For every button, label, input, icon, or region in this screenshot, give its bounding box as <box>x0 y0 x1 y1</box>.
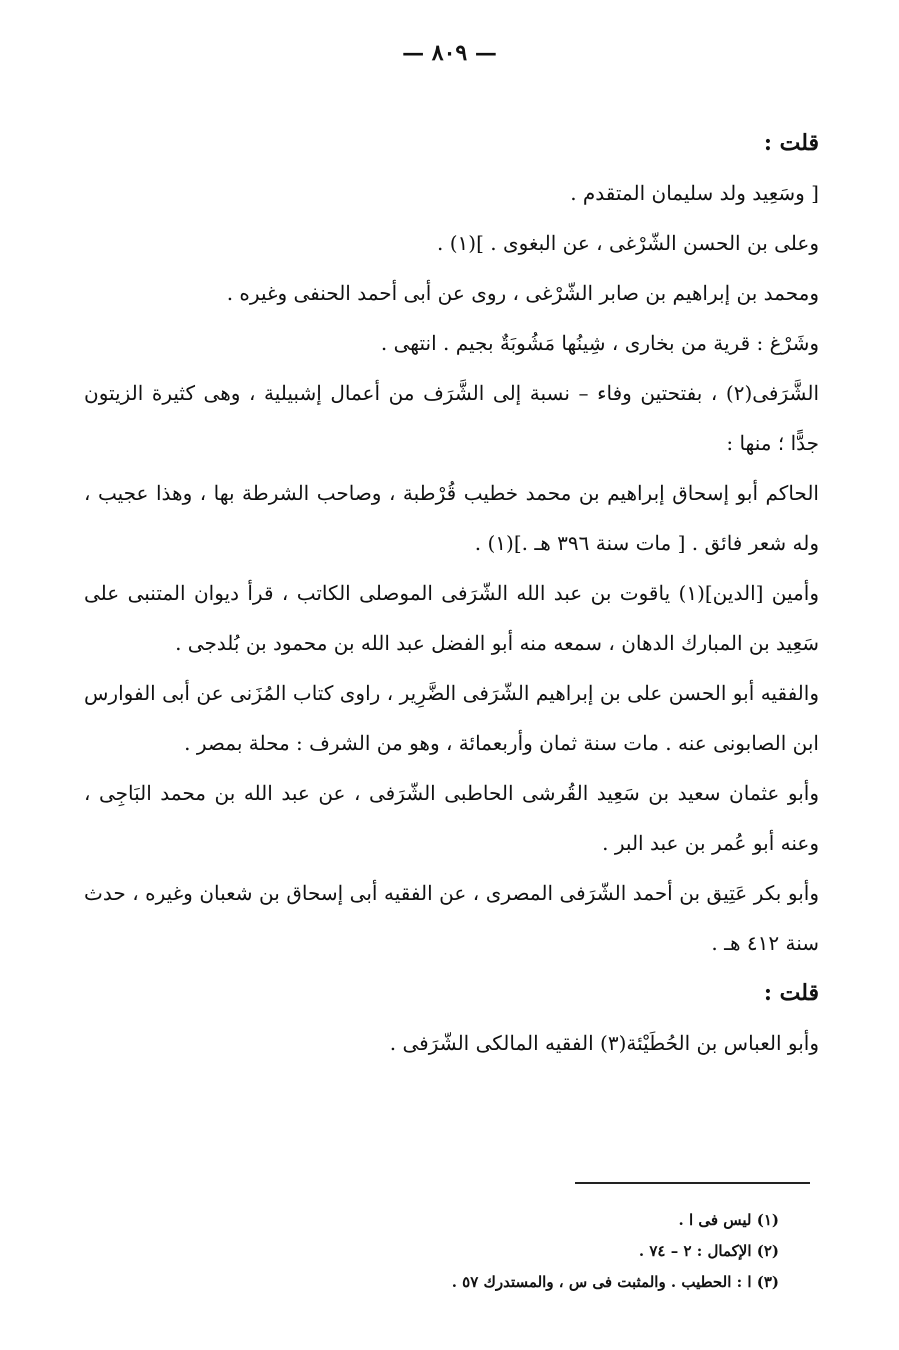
text-line: وشَرْغ : قرية من بخارى ، شِينُها مَشُوبَةٌ بجيم . انتهى . <box>380 331 819 355</box>
text-line: وعلى بن الحسن الشّرْغى ، عن البغوى . ](١) . <box>437 231 819 255</box>
heading-qult: قلت : <box>763 130 819 156</box>
main-text <box>84 118 819 1068</box>
text-line: الحاكم أبو إسحاق إبراهيم بن محمد خطيب قُرْطبة ، وصاحب الشرطة بها ، وهذا عجيب ، وله شعر فائق . [ مات سنة ٣٩٦ هـ .](١) . <box>84 481 819 555</box>
text-line: الشَّرَفى(٢) ، بفتحتين وفاء – نسبة إلى الشَّرَف من أعمال إشبيلية ، وهى كثيرة الزيتون جدًّا ؛ منها : <box>84 381 819 455</box>
text-line: ومحمد بن إبراهيم بن صابر الشّرْغى ، روى عن أبى أحمد الحنفى وغيره . <box>226 281 819 305</box>
page-number: — ٨٠٩ — <box>402 40 497 66</box>
text-line: وأبو العباس بن الحُطَيْئة(٣) الفقيه المالكى الشّرَفى . <box>389 1031 819 1055</box>
text-line: وأبو بكر عَتِيق بن أحمد الشّرَفى المصرى ، عن الفقيه أبى إسحاق بن شعبان وغيره ، حدث سنة ٤١٢ هـ . <box>84 881 819 955</box>
footnotes <box>279 1205 779 1298</box>
heading-qult: قلت : <box>763 980 819 1006</box>
text-line: [ وسَعِيد ولد سليمان المتقدم . <box>570 181 819 205</box>
footnote: (٣) ا : الحطيب . والمثبت فى س ، والمستدرك ٥٧ . <box>451 1273 779 1291</box>
footnote: (٢) الإكمال : ٢ – ٧٤ . <box>638 1242 779 1260</box>
text-line: والفقيه أبو الحسن على بن إبراهيم الشّرَفى الضَّرِير ، راوى كتاب المُزَنى عن أبى الفوارس ابن الصابونى عنه . مات سنة ثمان وأربعمائة ، وهو من الشرف : محلة بمصر . <box>84 681 819 755</box>
text-line: وأمين [الدين](١) ياقوت بن عبد الله الشّرَفى الموصلى الكاتب ، قرأ ديوان المتنبى على سَعِيد بن المبارك الدهان ، سمعه منه أبو الفضل عبد الله بن محمود بن بُلدجى . <box>84 581 819 655</box>
footnote-separator <box>575 1182 810 1184</box>
text-line: وأبو عثمان سعيد بن سَعِيد القُرشى الحاطبى الشّرَفى ، عن عبد الله بن محمد البَاجِى ، وعنه أبو عُمر بن عبد البر . <box>84 781 819 855</box>
footnote: (١) ليس فى ا . <box>678 1211 779 1229</box>
